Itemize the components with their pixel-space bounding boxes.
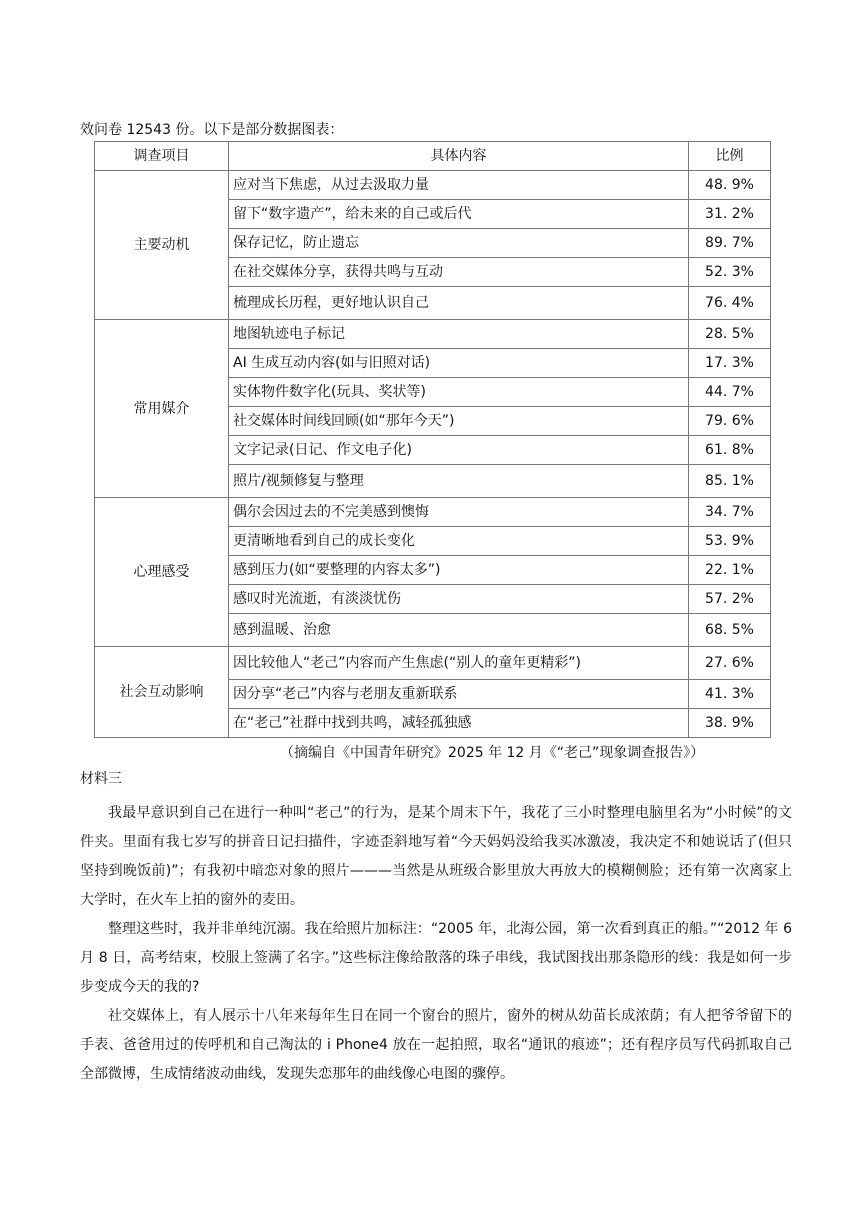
content-cell: 偶尔会因过去的不完美感到懊悔	[229, 498, 689, 527]
content-cell: 文字记录(日记、作文电子化)	[229, 436, 689, 465]
article-body	[80, 799, 792, 1089]
ratio-cell: 38. 9%	[689, 709, 771, 738]
source-citation: （摘编自《中国青年研究》2025 年 12 月《“老己”现象调查报告》）	[280, 745, 705, 761]
content-cell: 保存记忆，防止遗忘	[229, 229, 689, 258]
material-title: 材料三	[80, 771, 122, 787]
ratio-cell: 52. 3%	[689, 258, 771, 287]
table-row	[95, 171, 771, 200]
ratio-cell: 17. 3%	[689, 349, 771, 378]
content-cell: 感到压力(如“要整理的内容太多”)	[229, 556, 689, 585]
paragraph: 我最早意识到自己在进行一种叫“老己”的行为，是某个周末下午，我花了三小时整理电脑里名为“小时候”的文件夹。里面有我七岁写的拼音日记扫描件，字迹歪斜地写着“今天妈妈没给我买冰激凌，我决定不和她说话了(但只坚持到晚饭前)”；有我初中暗恋对象的照片———当然是从班级合影里放大再放大的模糊侧脸；还有第一次离家上大学时，在火车上拍的窗外的麦田。	[80, 805, 792, 908]
ratio-cell: 89. 7%	[689, 229, 771, 258]
content-cell: 社交媒体时间线回顾(如“那年今天”)	[229, 407, 689, 436]
ratio-cell: 57. 2%	[689, 585, 771, 614]
content-cell: 感叹时光流逝，有淡淡忧伤	[229, 585, 689, 614]
ratio-cell: 85. 1%	[689, 465, 771, 498]
paragraph: 社交媒体上，有人展示十八年来每年生日在同一个窗台的照片，窗外的树从幼苗长成浓荫；有人把爷爷留下的手表、爸爸用过的传呼机和自己淘汰的 i Phone4 放在一起拍照，取名“通讯的痕迹”；还有程序员写代码抓取自己全部微博，生成情绪波动曲线，发现失恋那年的曲线像心电图的骤停。	[80, 1008, 792, 1082]
content-cell: 更清晰地看到自己的成长变化	[229, 527, 689, 556]
content-cell: 梳理成长历程，更好地认识自己	[229, 287, 689, 320]
ratio-cell: 53. 9%	[689, 527, 771, 556]
table-header-row	[95, 142, 771, 171]
ratio-cell: 22. 1%	[689, 556, 771, 585]
header-content: 具体内容	[229, 142, 689, 171]
content-cell: 感到温暖、治愈	[229, 614, 689, 647]
ratio-cell: 48. 9%	[689, 171, 771, 200]
content-cell: 留下“数字遗产”，给未来的自己或后代	[229, 200, 689, 229]
ratio-cell: 79. 6%	[689, 407, 771, 436]
content-cell: 在“老己”社群中找到共鸣，减轻孤独感	[229, 709, 689, 738]
content-cell: 照片/视频修复与整理	[229, 465, 689, 498]
ratio-cell: 31. 2%	[689, 200, 771, 229]
category-cell: 常用媒介	[95, 320, 229, 498]
ratio-cell: 28. 5%	[689, 320, 771, 349]
table-row	[95, 498, 771, 527]
content-cell: 实体物件数字化(玩具、奖状等)	[229, 378, 689, 407]
category-cell: 心理感受	[95, 498, 229, 647]
ratio-cell: 34. 7%	[689, 498, 771, 527]
content-cell: 因比较他人“老己”内容而产生焦虑(“别人的童年更精彩”)	[229, 647, 689, 680]
header-ratio: 比例	[689, 142, 771, 171]
category-cell: 社会互动影响	[95, 647, 229, 738]
category-cell: 主要动机	[95, 171, 229, 320]
table-row	[95, 320, 771, 349]
content-cell: 因分享“老己”内容与老朋友重新联系	[229, 680, 689, 709]
ratio-cell: 61. 8%	[689, 436, 771, 465]
intro-text: 效问卷 12543 份。以下是部分数据图表：	[80, 122, 344, 138]
table-row	[95, 647, 771, 680]
ratio-cell: 44. 7%	[689, 378, 771, 407]
ratio-cell: 41. 3%	[689, 680, 771, 709]
content-cell: AI 生成互动内容(如与旧照对话)	[229, 349, 689, 378]
ratio-cell: 76. 4%	[689, 287, 771, 320]
header-item: 调查项目	[95, 142, 229, 171]
ratio-cell: 68. 5%	[689, 614, 771, 647]
content-cell: 地图轨迹电子标记	[229, 320, 689, 349]
content-cell: 在社交媒体分享，获得共鸣与互动	[229, 258, 689, 287]
paragraph: 整理这些时，我并非单纯沉溺。我在给照片加标注：“2005 年，北海公园，第一次看到真正的船。”“2012 年 6 月 8 日，高考结束，校服上签满了名字。”这些标注像给散落的珠子串线，我试图找出那条隐形的线：我是如何一步步变成今天的我的?	[80, 921, 792, 995]
ratio-cell: 27. 6%	[689, 647, 771, 680]
content-cell: 应对当下焦虑，从过去汲取力量	[229, 171, 689, 200]
survey-table	[94, 141, 771, 738]
